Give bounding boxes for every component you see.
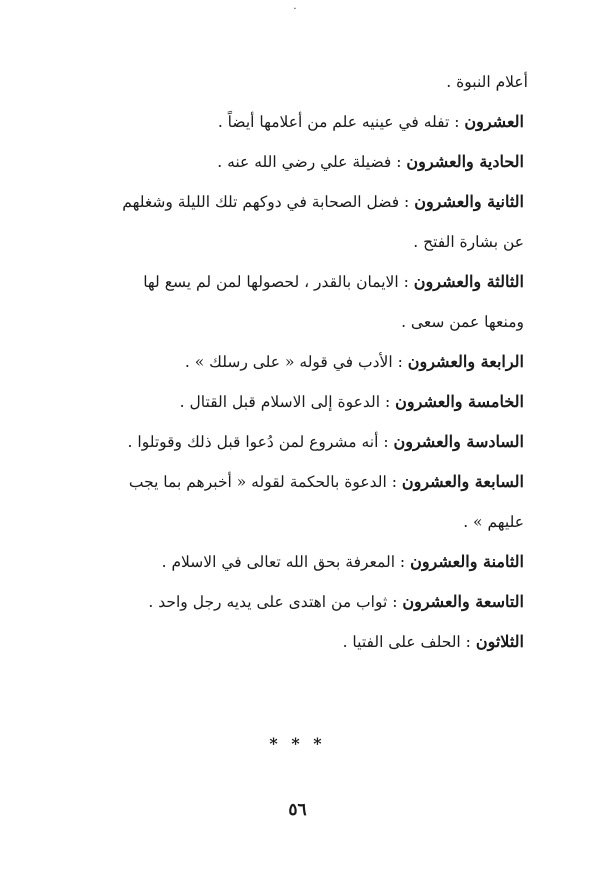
- list-item: [102, 622, 528, 662]
- list-item: [102, 382, 528, 422]
- item-heading: السادسة والعشرون: [393, 432, 524, 451]
- item-text: : فضل الصحابة في دوكهم تلك الليلة وشغلهم عن بشارة الفتح .: [122, 193, 524, 251]
- item-text: : الدعوة بالحكمة لقوله « أخبرهم بما يجب عليهم » .: [128, 473, 524, 531]
- item-heading: الحادية والعشرون: [406, 152, 524, 171]
- item-text: : فضيلة علي رضي الله عنه .: [217, 153, 407, 171]
- item-heading: التاسعة والعشرون: [402, 592, 524, 611]
- page-body: [102, 62, 528, 662]
- list-item: [102, 342, 528, 382]
- item-heading: الثلاثون: [475, 632, 524, 651]
- item-text: أعلام النبوة .: [446, 73, 528, 91]
- item-text: : الايمان بالقدر ، لحصولها لمن لم يسع لها ومنعها عمن سعى .: [143, 273, 524, 331]
- item-text: : الأدب في قوله « على رسلك » .: [184, 353, 408, 371]
- list-item: [102, 582, 528, 622]
- list-item: [102, 542, 528, 582]
- item-text: : الحلف على الفتيا .: [342, 633, 476, 651]
- item-heading: الثالثة والعشرون: [413, 272, 524, 291]
- item-text: : تفله في عينيه علم من أعلامها أيضاً .: [217, 113, 465, 131]
- item-text: : أنه مشروع لمن دُعوا قبل ذلك وقوتلوا .: [127, 433, 394, 451]
- item-heading: الخامسة والعشرون: [395, 392, 524, 411]
- item-text: : ثواب من اهتدى على يديه رجل واحد .: [148, 593, 403, 611]
- list-item: [102, 262, 528, 342]
- item-heading: العشرون: [464, 112, 524, 131]
- list-item: [102, 462, 528, 542]
- item-heading: الرابعة والعشرون: [407, 352, 524, 371]
- section-separator: * * *: [269, 734, 326, 753]
- top-mark: ·: [293, 4, 297, 15]
- list-item: [102, 102, 528, 142]
- page-number: ٥٦: [288, 800, 307, 820]
- item-text: : الدعوة إلى الاسلام قبل القتال .: [179, 393, 396, 411]
- list-item: [102, 142, 528, 182]
- item-heading: الثانية والعشرون: [414, 192, 524, 211]
- item-heading: السابعة والعشرون: [401, 472, 524, 491]
- item-text: : المعرفة بحق الله تعالى في الاسلام .: [161, 553, 411, 571]
- list-item: [102, 62, 528, 102]
- list-item: [102, 422, 528, 462]
- item-heading: الثامنة والعشرون: [410, 552, 524, 571]
- list-item: [102, 182, 528, 262]
